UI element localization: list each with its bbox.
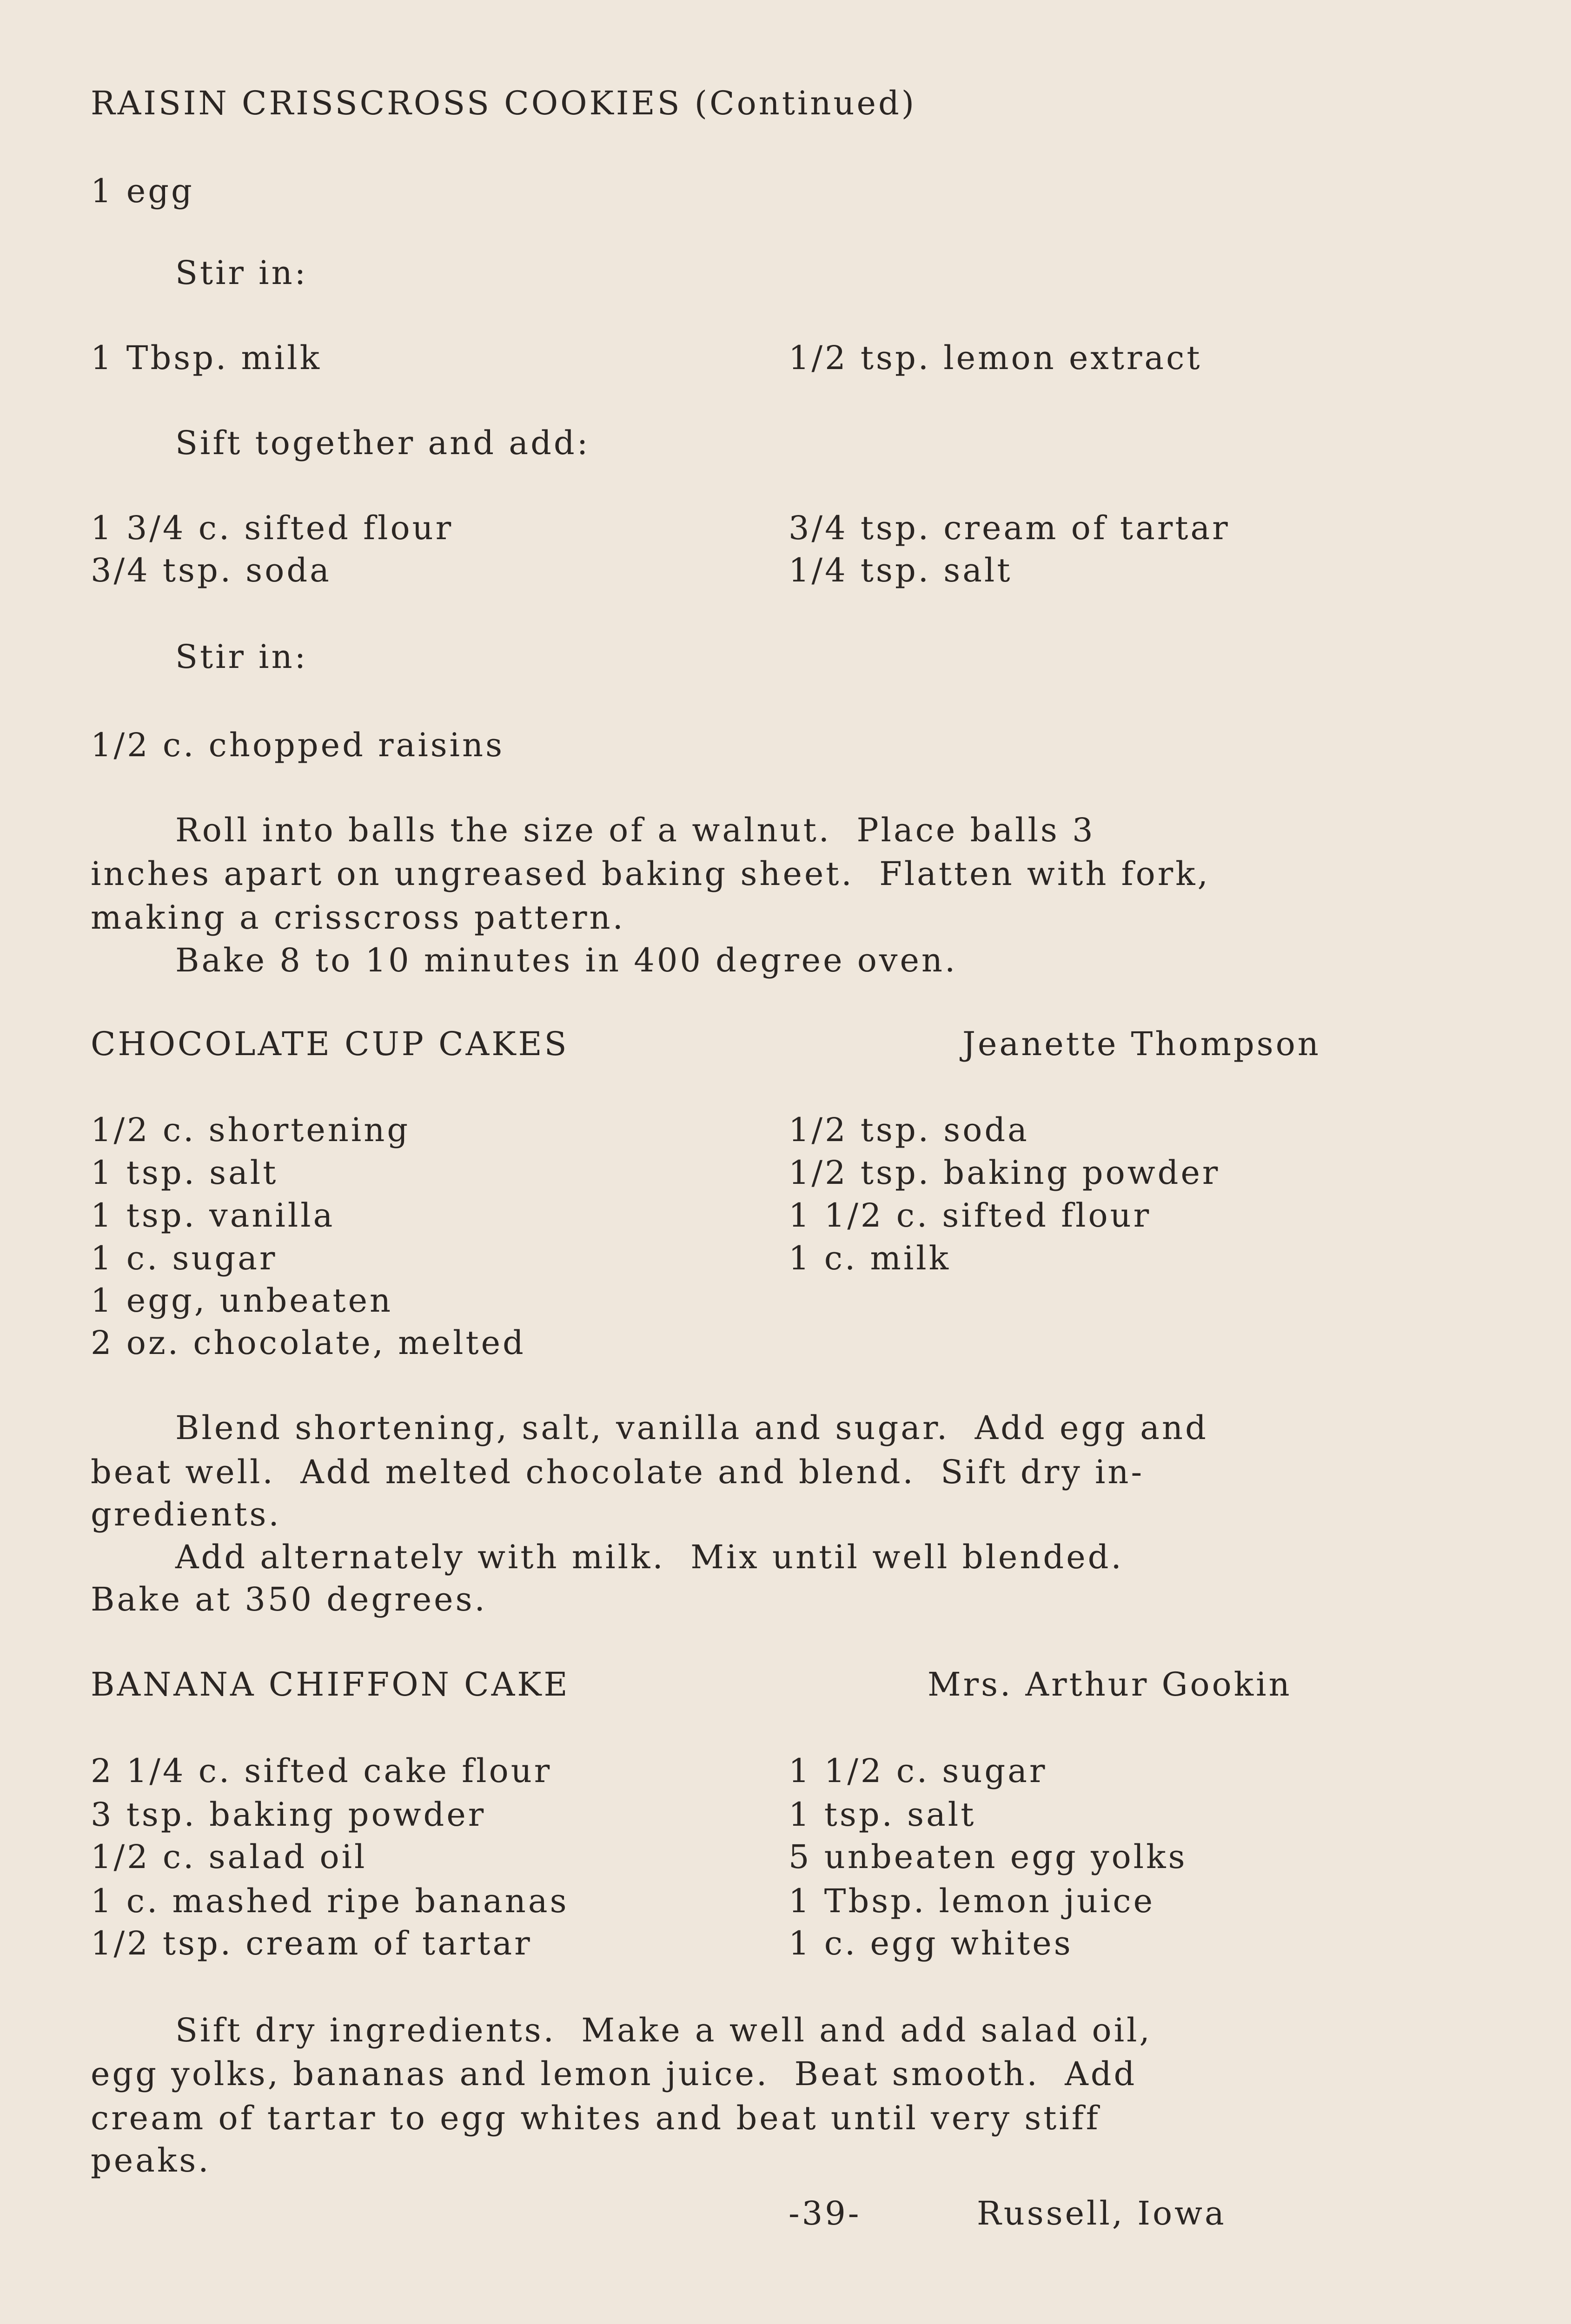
ingredient: 1 Tbsp. lemon juice [789,1882,1155,1920]
ingredient: 1/2 c. chopped raisins [91,726,505,764]
ingredient: 1 tsp. salt [789,1796,976,1834]
direction-line: Blend shortening, salt, vanilla and sugar. Add egg and [175,1409,1208,1447]
instruction: Stir in: [175,254,308,292]
ingredient: 1 tsp. salt [91,1154,278,1192]
direction-line: cream of tartar to egg whites and beat until very stiff [91,2099,1100,2137]
ingredient: 1 1/2 c. sifted flour [789,1196,1152,1235]
direction-line: Roll into balls the size of a walnut. Place balls 3 [175,811,1095,849]
direction-line: gredients. [91,1495,281,1533]
page-number: -39- [789,2194,862,2232]
ingredient: 1/2 c. salad oil [91,1838,367,1876]
ingredient: 3 tsp. baking powder [91,1796,486,1834]
recipe-title: CHOCOLATE CUP CAKES [91,1025,569,1063]
recipe-author: Mrs. Arthur Gookin [928,1665,1292,1703]
ingredient: 1/4 tsp. salt [789,551,1013,589]
recipe-title: BANANA CHIFFON CAKE [91,1665,570,1703]
recipe-title: RAISIN CRISSCROSS COOKIES (Continued) [91,84,917,122]
ingredient: 1 c. egg whites [789,1924,1073,1962]
direction-line: egg yolks, bananas and lemon juice. Beat smooth. Add [91,2055,1137,2093]
ingredient: 5 unbeaten egg yolks [789,1838,1187,1876]
instruction: Stir in: [175,638,308,676]
recipe-author: Jeanette Thompson [962,1025,1321,1063]
ingredient: 1/2 tsp. lemon extract [789,339,1202,377]
ingredient: 1 egg [91,172,194,210]
direction-line: Bake at 350 degrees. [91,1580,487,1618]
instruction: Sift together and add: [175,424,590,462]
direction-line: beat well. Add melted chocolate and blend. Sift dry in- [91,1453,1145,1491]
ingredient: 1 1/2 c. sugar [789,1752,1047,1790]
ingredient: 1 3/4 c. sifted flour [91,509,454,547]
ingredient: 1/2 tsp. baking powder [789,1154,1220,1192]
ingredient: 2 1/4 c. sifted cake flour [91,1752,552,1790]
ingredient: 1/2 tsp. cream of tartar [91,1924,532,1962]
ingredient: 1 egg, unbeaten [91,1281,393,1320]
ingredient: 1/2 tsp. soda [789,1111,1029,1149]
direction-line: making a crisscross pattern. [91,898,625,937]
direction-line: Bake 8 to 10 minutes in 400 degree oven. [175,941,958,979]
direction-line: peaks. [91,2141,211,2179]
ingredient: 2 oz. chocolate, melted [91,1324,526,1362]
direction-line: Add alternately with milk. Mix until well blended. [175,1538,1124,1576]
ingredient: 3/4 tsp. cream of tartar [789,509,1230,547]
direction-line: Sift dry ingredients. Make a well and add salad oil, [175,2011,1152,2049]
ingredient: 1 c. sugar [91,1239,278,1277]
footer-location: Russell, Iowa [977,2194,1226,2232]
direction-line: inches apart on ungreased baking sheet. Flatten with fork, [91,855,1210,893]
ingredient: 1 tsp. vanilla [91,1196,335,1235]
ingredient: 3/4 tsp. soda [91,551,331,589]
ingredient: 1 c. milk [789,1239,951,1277]
ingredient: 1 Tbsp. milk [91,339,322,377]
ingredient: 1/2 c. shortening [91,1111,411,1149]
ingredient: 1 c. mashed ripe bananas [91,1882,569,1920]
